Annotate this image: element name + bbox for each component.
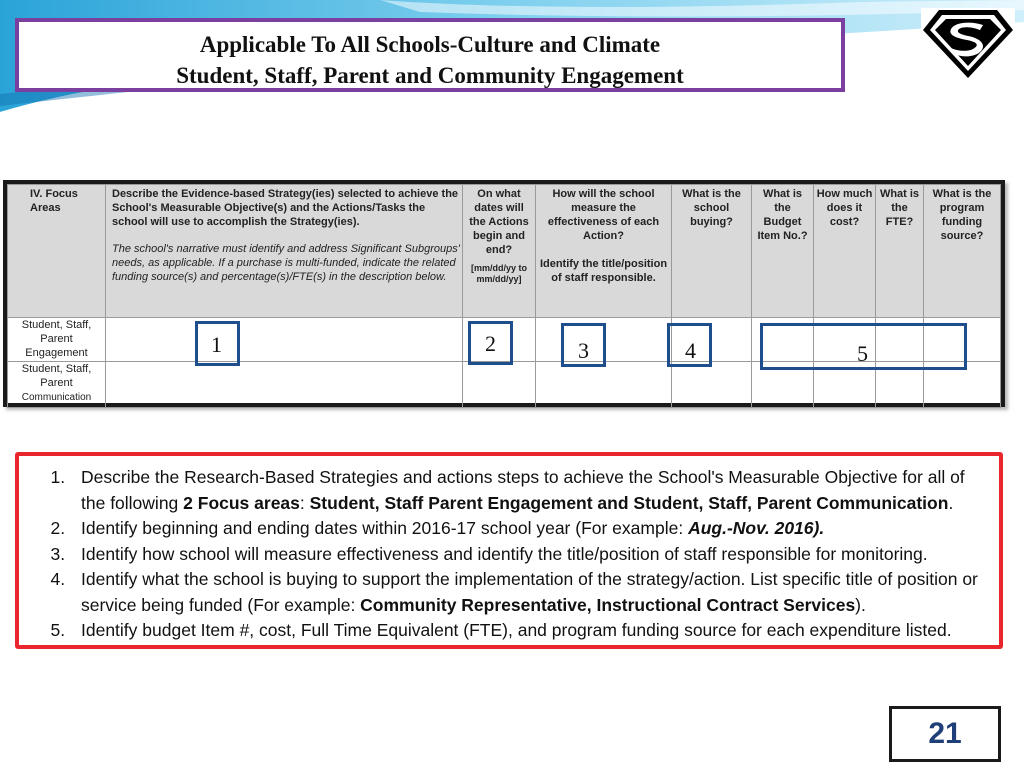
row-label-communication-sub: Communication xyxy=(21,392,92,403)
cell-strategy-2[interactable] xyxy=(106,362,463,408)
superman-shield-icon xyxy=(921,8,1015,80)
header-fte: What is the FTE? xyxy=(876,185,924,318)
header-measure-main: How will the school measure the effectiveness of each Action? xyxy=(547,188,660,242)
instruction-5: 5. Identify budget Item #, cost, Full Time Equivalent (FTE), and program funding source for each expenditure listed. xyxy=(70,618,989,644)
marker-label-5: 5 xyxy=(857,341,868,366)
row-label-engagement: Student, Staff, Parent Engagement xyxy=(8,318,106,362)
marker-box-1 xyxy=(195,321,240,366)
marker-box-5 xyxy=(760,323,967,370)
header-funding-source: What is the program funding source? xyxy=(924,185,1001,318)
marker-label-1: 1 xyxy=(211,332,222,357)
instruction-2: 2. Identify beginning and ending dates within 2016-17 school year (For example: Aug.-Nov. 2016). xyxy=(70,516,989,542)
header-dates xyxy=(463,185,536,318)
school-plan-table xyxy=(3,180,1005,407)
instructions-box xyxy=(15,452,1003,649)
slide-title-box xyxy=(15,18,845,92)
instruction-1: 1. Describe the Research-Based Strategies and actions steps to achieve the School's Measurable Objective for all of the following 2 Focus areas: Student, Staff Parent Engagement and Student, Staff, Parent Communication. xyxy=(70,465,989,516)
instruction-3: 3. Identify how school will measure effectiveness and identify the title/position of staff responsible for monitoring. xyxy=(70,542,989,568)
title-line-1: Applicable To All Schools-Culture and Climate xyxy=(199,32,661,57)
marker-label-3: 3 xyxy=(578,338,589,363)
header-strategy-note: The school's narrative must identify and address Significant Subgroups' needs, as applicable. If a purchase is multi-funded, indicate the related funding source(s) and percentage(s)/FTE(s) in the description below. xyxy=(112,243,460,283)
marker-box-2 xyxy=(468,321,513,365)
header-focus-areas: IV. Focus Areas xyxy=(8,185,106,318)
header-measure-sub: Identify the title/position of staff responsible. xyxy=(539,258,668,284)
title-line-2: Student, Staff, Parent and Community Engagement xyxy=(176,63,684,88)
header-strategy-main: Describe the Evidence-based Strategy(ies) selected to achieve the School's Measurable Objective(s) and the Actions/Tasks the school will use to accomplish the Strategy(ies). xyxy=(112,188,459,228)
header-cost: How much does it cost? xyxy=(814,185,876,318)
header-strategy-description xyxy=(106,185,463,318)
instruction-4: 4. Identify what the school is buying to support the implementation of the strategy/action. List specific title of position or service being funded (For example: Community Representative, Instructional Contract Services). xyxy=(70,567,989,618)
cell-dates-2[interactable] xyxy=(463,362,536,408)
instructions-list xyxy=(32,465,989,644)
header-dates-format: [mm/dd/yy to mm/dd/yy] xyxy=(470,263,527,284)
row-label-communication-main: Student, Staff, Parent xyxy=(21,363,92,389)
cell-measure-2[interactable] xyxy=(536,362,672,408)
marker-label-2: 2 xyxy=(485,331,496,356)
header-measure xyxy=(536,185,672,318)
header-dates-main: On what dates will the Actions begin and end? xyxy=(469,188,529,256)
header-budget-item: What is the Budget Item No.? xyxy=(752,185,814,318)
marker-box-4 xyxy=(667,323,712,367)
marker-label-4: 4 xyxy=(685,338,696,363)
header-buying: What is the school buying? xyxy=(672,185,752,318)
marker-box-3 xyxy=(561,323,606,367)
row-label-communication xyxy=(8,362,106,408)
cell-buying-2[interactable] xyxy=(672,362,752,408)
page-number: 21 xyxy=(889,706,1001,762)
cell-strategy-1[interactable] xyxy=(106,318,463,362)
